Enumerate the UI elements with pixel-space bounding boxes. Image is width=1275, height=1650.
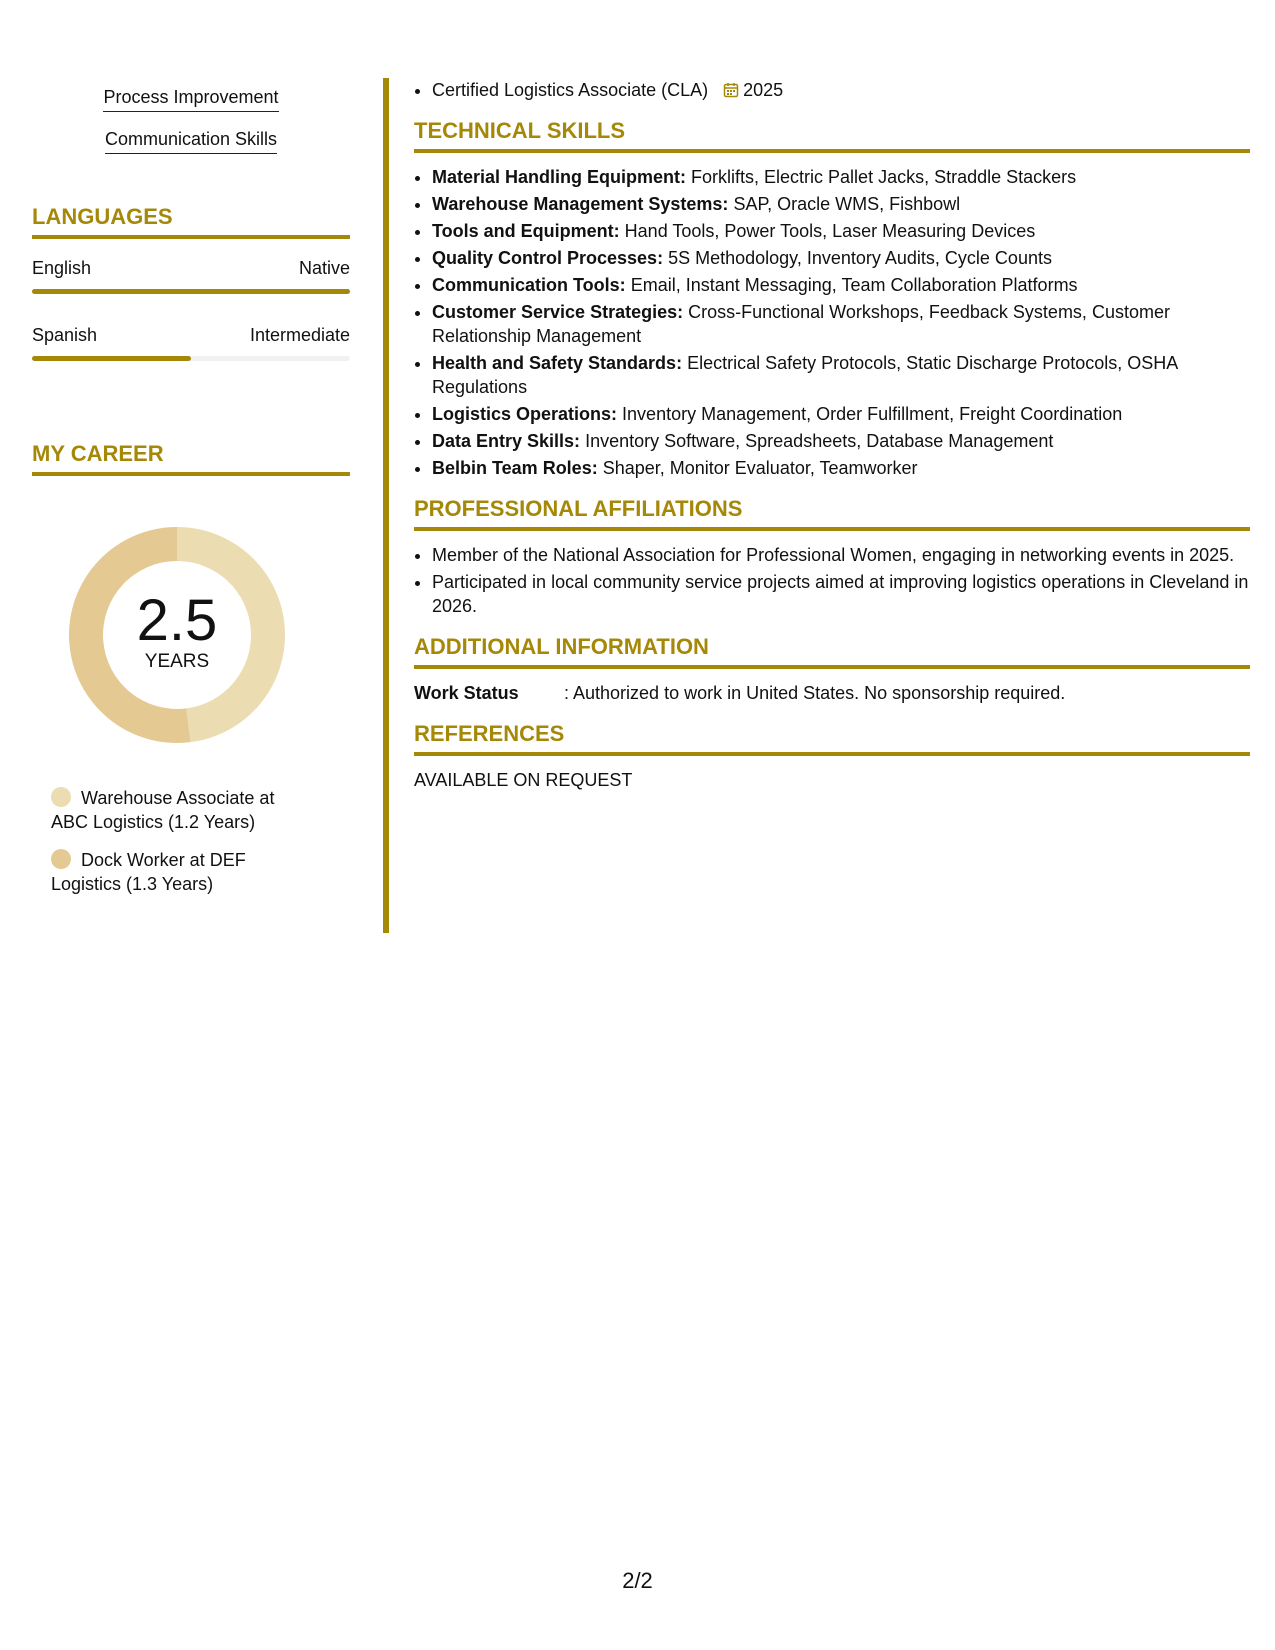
page-number: 2/2	[622, 1568, 653, 1593]
skill-value: Forklifts, Electric Pallet Jacks, Straddle Stackers	[691, 167, 1077, 187]
skill-value: Inventory Management, Order Fulfillment, Freight Coordination	[622, 404, 1123, 424]
skill-item	[432, 273, 1250, 297]
skill-value: 5S Methodology, Inventory Audits, Cycle Counts	[668, 248, 1052, 268]
certification-item	[432, 78, 1250, 102]
language-item	[32, 257, 350, 294]
legend-label: Dock Worker at DEF Logistics (1.3 Years)	[51, 850, 246, 894]
career-donut-chart	[62, 520, 292, 750]
certification-name: Certified Logistics Associate (CLA)	[432, 80, 709, 100]
technical-skills-list	[414, 165, 1250, 480]
section-title: ADDITIONAL INFORMATION	[414, 634, 1250, 669]
career-total-unit: YEARS	[144, 651, 210, 672]
legend-label: Warehouse Associate at ABC Logistics (1.2 Years)	[51, 788, 275, 832]
skill-item	[432, 351, 1250, 399]
language-name: Spanish	[32, 325, 98, 345]
certification-year: 2025	[743, 80, 784, 100]
legend-dot	[51, 849, 71, 869]
skill-label: Data Entry Skills:	[432, 431, 581, 451]
language-bar	[32, 289, 350, 294]
certification-list	[414, 78, 1250, 102]
career-legend	[51, 786, 301, 896]
language-level: Intermediate	[249, 325, 350, 345]
skill-value: Email, Instant Messaging, Team Collaboration Platforms	[630, 275, 1078, 295]
legend-item	[51, 848, 301, 896]
language-level: Native	[298, 258, 350, 278]
language-name: English	[32, 258, 92, 278]
donut-center	[62, 520, 292, 750]
skill-value: Cross-Functional Workshops, Feedback Systems, Customer Relationship Management	[432, 302, 1170, 346]
section-title: LANGUAGES	[32, 204, 350, 239]
skill-tag: Communication Skills	[105, 128, 277, 154]
right-column	[414, 78, 1250, 792]
languages-section	[32, 204, 350, 361]
affiliations-list	[414, 543, 1250, 618]
references-text: AVAILABLE ON REQUEST	[414, 770, 633, 790]
affiliation-item: • Participated in local community service projects aimed at improving logistics operations in Cleveland in 2026.	[432, 570, 1250, 618]
skill-item	[432, 165, 1250, 189]
skill-label: Health and Safety Standards:	[432, 353, 683, 373]
skill-value: Shaper, Monitor Evaluator, Teamworker	[602, 458, 918, 478]
work-status-label: Work Status	[414, 683, 519, 703]
left-column	[32, 78, 350, 910]
skill-value: Electrical Safety Protocols, Static Discharge Protocols, OSHA Regulations	[432, 353, 1178, 397]
affiliation-item: • Member of the National Association for Professional Women, engaging in networking events in 2025.	[432, 543, 1250, 567]
career-total-value: 2.5	[136, 588, 218, 653]
skill-item	[432, 429, 1250, 453]
references-section	[414, 721, 1250, 792]
language-bar-fill	[32, 356, 191, 361]
section-title: PROFESSIONAL AFFILIATIONS	[414, 496, 1250, 531]
skill-value: Inventory Software, Spreadsheets, Database Management	[585, 431, 1054, 451]
section-title: MY CAREER	[32, 441, 350, 476]
skill-label: Logistics Operations:	[432, 404, 618, 424]
skill-tag: Process Improvement	[103, 86, 278, 112]
language-bar	[32, 356, 350, 361]
skill-label: Tools and Equipment:	[432, 221, 620, 241]
skill-item	[432, 246, 1250, 270]
additional-info-section	[414, 634, 1250, 705]
skill-item	[432, 300, 1250, 348]
skill-item	[432, 456, 1250, 480]
legend-dot	[51, 787, 71, 807]
skill-tags	[32, 86, 350, 154]
skill-item	[432, 402, 1250, 426]
technical-skills-section	[414, 118, 1250, 480]
affiliations-section	[414, 496, 1250, 618]
skill-label: Communication Tools:	[432, 275, 626, 295]
column-divider	[383, 78, 389, 933]
legend-item	[51, 786, 301, 834]
skill-label: Customer Service Strategies:	[432, 302, 684, 322]
section-title: TECHNICAL SKILLS	[414, 118, 1250, 153]
skill-label: Material Handling Equipment:	[432, 167, 687, 187]
skill-item	[432, 192, 1250, 216]
calendar-icon	[723, 80, 739, 96]
skill-label: Warehouse Management Systems:	[432, 194, 729, 214]
skill-value: Hand Tools, Power Tools, Laser Measuring Devices	[624, 221, 1036, 241]
skill-item	[432, 219, 1250, 243]
skill-label: Belbin Team Roles:	[432, 458, 598, 478]
work-status-row	[414, 681, 1250, 705]
work-status-value: : Authorized to work in United States. No sponsorship required.	[564, 683, 1066, 703]
language-bar-fill	[32, 289, 350, 294]
career-section	[32, 441, 350, 896]
language-item	[32, 324, 350, 361]
skill-value: SAP, Oracle WMS, Fishbowl	[733, 194, 961, 214]
section-title: REFERENCES	[414, 721, 1250, 756]
skill-label: Quality Control Processes:	[432, 248, 664, 268]
